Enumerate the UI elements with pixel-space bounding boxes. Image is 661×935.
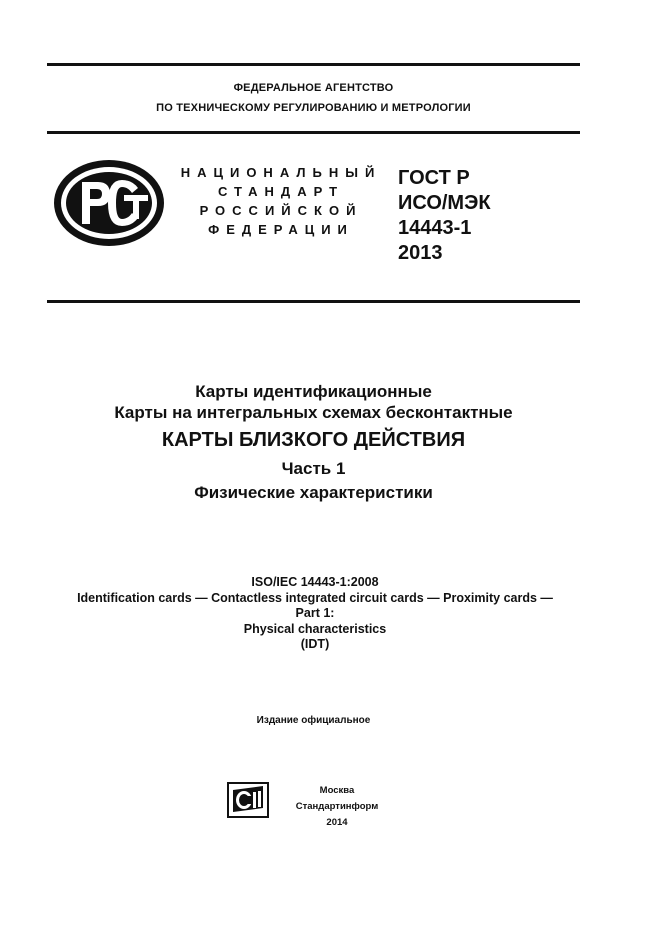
title-en — [30, 575, 600, 653]
title-en-ref: ISO/IEC 14443-1:2008 — [251, 575, 379, 589]
national-standard-line-3: РОССИЙСКОЙ — [199, 203, 363, 218]
national-standard-line-4: ФЕДЕРАЦИИ — [208, 222, 354, 237]
title-ru-line-2: Карты на интегральных схемах бесконтактные — [114, 403, 513, 422]
title-ru-main: КАРТЫ БЛИЗКОГО ДЕЙСТВИЯ — [161, 429, 466, 451]
title-ru-subtitle: Физические характеристики — [194, 483, 433, 502]
edition-label: Издание официальное — [256, 715, 371, 726]
publisher-info — [282, 783, 392, 831]
title-ru-line-1: Карты идентификационные — [195, 382, 432, 401]
agency-line-1: ФЕДЕРАЛЬНОЕ АГЕНТСТВО — [233, 82, 394, 94]
national-standard-line-1: НАЦИОНАЛЬНЫЙ — [180, 165, 382, 180]
rst-certification-logo-icon — [52, 158, 166, 248]
header-bottom-rule — [47, 300, 580, 303]
title-en-part: Part 1: — [295, 606, 335, 620]
designation-number: 14443-1 — [398, 217, 472, 239]
agency-line-2: ПО ТЕХНИЧЕСКОМУ РЕГУЛИРОВАНИЮ И МЕТРОЛОГИИ — [156, 102, 471, 114]
publisher-year: 2014 — [326, 817, 348, 828]
title-ru — [47, 381, 580, 504]
publisher-city: Москва — [319, 785, 355, 796]
standard-designation — [398, 166, 491, 266]
national-standard-line-2: СТАНДАРТ — [217, 184, 345, 199]
designation-iso-iec: ИСО/МЭК — [398, 192, 491, 214]
designation-gost-r: ГОСТ Р — [398, 167, 470, 189]
title-en-subtitle: Physical characteristics — [243, 621, 387, 636]
title-en-idt: (IDT) — [300, 637, 330, 651]
title-ru-part: Часть 1 — [281, 459, 346, 478]
standartinform-logo-icon — [227, 782, 269, 818]
agency-rule — [47, 131, 580, 134]
publisher-name: Стандартинформ — [295, 801, 379, 812]
title-en-line-1: Identification cards — Contactless integrated circuit cards — Proximity cards — — [77, 590, 553, 605]
top-rule — [47, 63, 580, 66]
designation-year: 2013 — [398, 242, 443, 264]
